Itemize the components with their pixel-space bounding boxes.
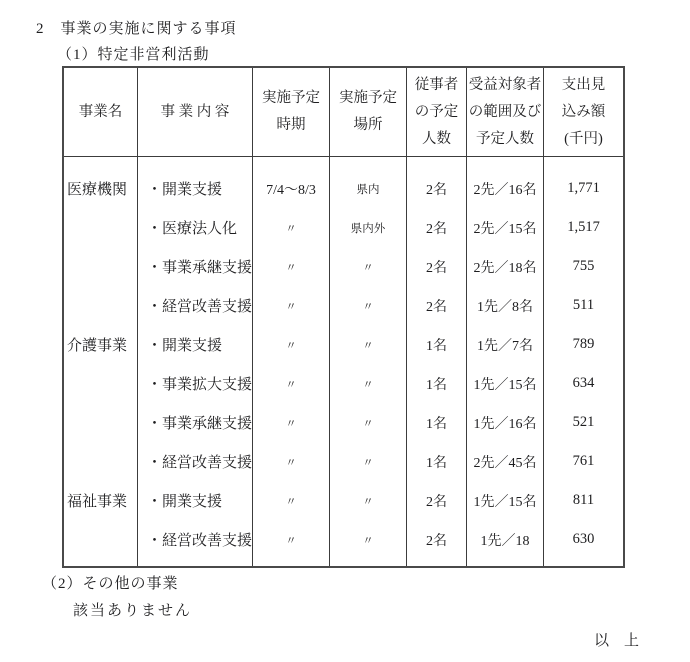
table-cell: 〃	[362, 534, 374, 547]
column-header	[138, 68, 253, 156]
table-cell: 〃	[362, 261, 374, 274]
table-cell: ・開業支援	[147, 182, 223, 198]
table-cell: 1先／18	[480, 533, 530, 549]
table-cell: 介護事業	[67, 338, 128, 354]
table-cell: 811	[572, 492, 595, 508]
column-header-line: 従事者	[414, 76, 459, 93]
table-cell: 2名	[426, 221, 447, 237]
table-cell: 2名	[426, 494, 447, 510]
table-cell: 〃	[285, 339, 297, 352]
table-cell: 1名	[426, 455, 447, 471]
table-cell: 〃	[285, 534, 297, 547]
table-cell: 2名	[426, 260, 447, 276]
closing-text: 以 上	[594, 633, 640, 649]
table-cell: ・開業支援	[147, 338, 223, 354]
table-cell: ・医療法人化	[147, 221, 238, 237]
table-cell: ・事業承継支援	[147, 416, 253, 432]
column-header-line: 実施予定	[339, 90, 397, 106]
subsection-heading: （1）特定非営利活動	[57, 47, 210, 63]
table-body	[64, 157, 623, 566]
table-cell: 1先／7名	[477, 338, 533, 354]
table-column	[253, 157, 330, 566]
column-header	[407, 68, 467, 156]
column-header	[544, 68, 623, 156]
table-header-row	[64, 68, 623, 157]
column-header	[64, 68, 138, 156]
section2-note: 該当ありません	[73, 603, 193, 619]
column-header	[330, 68, 407, 156]
table-cell: 〃	[362, 417, 374, 430]
table-cell: 〃	[362, 339, 374, 352]
column-header-line: 支出見	[561, 76, 606, 93]
table-cell	[64, 364, 137, 403]
column-header-line: 込み額	[561, 103, 606, 120]
table-cell: 〃	[285, 456, 297, 469]
column-header-line: 時期	[276, 117, 306, 133]
column-header-line: (千円)	[564, 130, 603, 147]
table-cell: ・事業拡大支援	[147, 377, 253, 393]
table-cell: 〃	[285, 417, 297, 430]
table-cell: 521	[572, 414, 595, 430]
column-header-line: の範囲及び	[468, 103, 542, 120]
table-cell: 1名	[426, 338, 447, 354]
column-header	[253, 68, 330, 156]
column-header-line: 受益対象者	[468, 76, 542, 93]
table-cell: 755	[572, 258, 595, 274]
section-heading: 2 事業の実施に関する事項	[36, 21, 237, 37]
table-cell: 2先／16名	[473, 182, 537, 198]
table-column	[330, 157, 407, 566]
table-cell: ・事業承継支援	[147, 260, 253, 276]
table-cell: ・開業支援	[147, 494, 223, 510]
table-cell: 511	[572, 297, 595, 313]
table-cell: 〃	[362, 378, 374, 391]
column-header-line: 予定人数	[476, 130, 534, 147]
table-cell: 1,771	[567, 180, 600, 196]
table-cell: 1,517	[567, 219, 600, 235]
activities-table	[62, 66, 625, 568]
column-header-line: 事 業 内 容	[160, 103, 230, 120]
table-column	[138, 157, 253, 566]
table-cell: 1名	[426, 377, 447, 393]
table-cell: 761	[572, 453, 595, 469]
column-header-line: 事業名	[78, 103, 123, 120]
table-cell: 1先／15名	[473, 377, 537, 393]
table-column	[407, 157, 467, 566]
table-cell	[64, 403, 137, 442]
table-cell: 〃	[362, 456, 374, 469]
column-header-line: 場所	[353, 117, 383, 133]
table-cell: 789	[572, 336, 595, 352]
table-cell: 医療機関	[67, 182, 128, 198]
column-header-line: 人数	[422, 130, 451, 147]
table-cell: 2先／18名	[473, 260, 537, 276]
table-cell: 630	[572, 531, 595, 547]
table-cell	[64, 208, 137, 247]
table-cell: ・経営改善支援	[147, 455, 253, 471]
table-column	[467, 157, 544, 566]
table-cell	[64, 247, 137, 286]
column-header-line: の予定	[414, 103, 459, 120]
table-column	[64, 157, 138, 566]
section2-heading: （2）その他の事業	[42, 576, 179, 592]
table-cell: 〃	[285, 300, 297, 313]
table-cell	[64, 442, 137, 481]
table-cell: 県内	[356, 183, 380, 196]
table-cell: 1先／16名	[473, 416, 537, 432]
table-cell: 1名	[426, 416, 447, 432]
table-column	[544, 157, 623, 566]
table-cell: ・経営改善支援	[147, 533, 253, 549]
table-cell: 2先／45名	[473, 455, 537, 471]
table-cell	[64, 520, 137, 559]
table-cell: 〃	[285, 378, 297, 391]
column-header	[467, 68, 544, 156]
table-cell: 〃	[362, 495, 374, 508]
table-cell: 県内外	[350, 222, 386, 235]
table-cell: 〃	[362, 300, 374, 313]
column-header-line: 実施予定	[262, 90, 320, 106]
table-cell: 7/4～8/3	[266, 182, 316, 198]
table-cell: 1先／8名	[477, 299, 533, 315]
table-cell: 2名	[426, 299, 447, 315]
table-cell: 福祉事業	[67, 494, 128, 510]
table-cell: 2名	[426, 182, 447, 198]
table-cell: 〃	[285, 495, 297, 508]
table-cell: 2先／15名	[473, 221, 537, 237]
table-cell: 1先／15名	[473, 494, 537, 510]
table-cell: ・経営改善支援	[147, 299, 253, 315]
table-cell: 〃	[285, 261, 297, 274]
table-cell: 2名	[426, 533, 447, 549]
table-cell	[64, 286, 137, 325]
table-cell: 〃	[285, 222, 297, 235]
table-cell: 634	[572, 375, 595, 391]
